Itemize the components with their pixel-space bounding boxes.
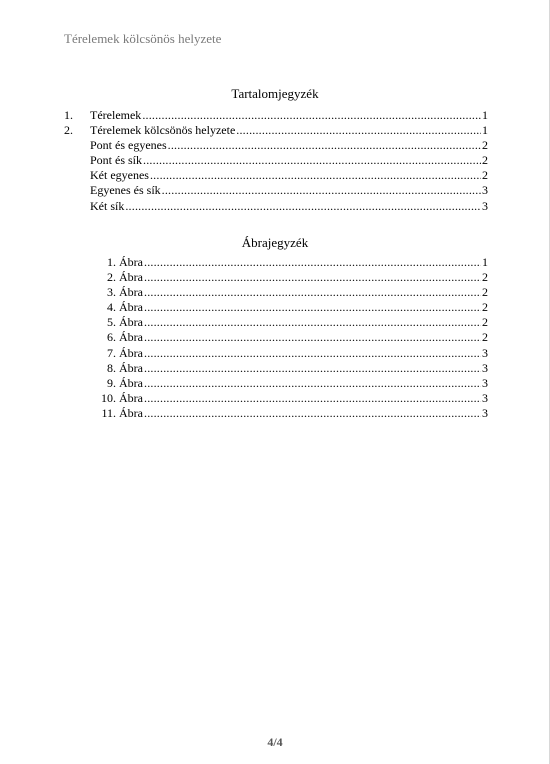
figure-entry-number: 8. <box>107 360 116 375</box>
dot-leader <box>144 406 481 421</box>
figure-entry-number: 7. <box>107 345 116 360</box>
dot-leader <box>162 183 481 198</box>
figure-entry-number: 1. <box>107 255 116 269</box>
dot-leader <box>168 138 481 153</box>
page-footer-number: 4/4 <box>267 735 283 749</box>
figure-entry-label: Ábra <box>119 315 143 330</box>
figure-entry-label: Ábra <box>119 375 143 390</box>
figure-entry[interactable] <box>90 270 488 285</box>
toc-subentry[interactable] <box>64 153 488 168</box>
figure-entry-page: 1 <box>482 255 488 269</box>
toc-entry-page: 2 <box>482 153 488 168</box>
toc-entry-page: 2 <box>482 138 488 153</box>
figure-entry-label: Ábra <box>119 255 143 269</box>
toc-entry-label: Térelemek <box>90 108 142 122</box>
toc-entry-label: Egyenes és sík <box>90 183 161 198</box>
figure-entry[interactable] <box>90 255 488 270</box>
figure-entry-label: Ábra <box>119 345 143 360</box>
figure-entry-page: 2 <box>482 270 488 285</box>
toc-entry-page: 1 <box>482 108 488 122</box>
figure-entry-number: 11. <box>101 405 116 420</box>
figure-entry-number: 2. <box>107 270 116 285</box>
dot-leader <box>144 330 481 345</box>
toc-entry-label: Két sík <box>90 198 125 213</box>
dot-leader <box>144 255 481 270</box>
dot-leader <box>144 285 481 300</box>
dot-leader <box>144 270 481 285</box>
figure-entry-label: Ábra <box>119 270 143 285</box>
toc-entry-page: 3 <box>482 198 488 213</box>
table-of-contents <box>64 108 488 214</box>
figure-entry-page: 3 <box>482 345 488 360</box>
dot-leader <box>144 376 481 391</box>
figure-entry[interactable] <box>90 285 488 300</box>
figure-entry-page: 2 <box>482 300 488 315</box>
dot-leader <box>144 315 481 330</box>
dot-leader <box>144 300 481 315</box>
dot-leader <box>236 123 481 138</box>
dot-leader <box>144 391 481 406</box>
figure-entry-label: Ábra <box>119 405 143 420</box>
toc-entry-label: Pont és sík <box>90 153 143 168</box>
toc-entry-page: 3 <box>482 183 488 198</box>
figure-entry-label: Ábra <box>119 300 143 315</box>
figure-entry-label: Ábra <box>119 330 143 345</box>
toc-subentry[interactable] <box>64 199 488 214</box>
dot-leader <box>150 168 481 183</box>
figure-entry[interactable] <box>90 361 488 376</box>
toc-entry[interactable] <box>64 108 488 123</box>
figure-entry[interactable] <box>90 330 488 345</box>
dot-leader <box>142 108 481 123</box>
figure-entry-page: 3 <box>482 390 488 405</box>
toc-entry-page: 2 <box>482 168 488 183</box>
figure-entry-number: 4. <box>107 300 116 315</box>
figure-entry-number: 3. <box>107 285 116 300</box>
toc-entry-page: 1 <box>482 123 488 138</box>
toc-title: Tartalomjegyzék <box>231 86 319 101</box>
figure-entry-page: 2 <box>482 285 488 300</box>
toc-entry-number: 1. <box>64 108 73 122</box>
figure-entry-page: 3 <box>482 405 488 420</box>
figure-entry-number: 5. <box>107 315 116 330</box>
figure-entry[interactable] <box>90 300 488 315</box>
toc-entry-label: Pont és egyenes <box>90 138 167 153</box>
toc-entry-label: Két egyenes <box>90 168 149 183</box>
page-header: Térelemek kölcsönös helyzete <box>64 31 222 46</box>
figure-entry-label: Ábra <box>119 360 143 375</box>
toc-entry-label: Térelemek kölcsönös helyzete <box>90 123 236 138</box>
figure-entry-page: 3 <box>482 360 488 375</box>
list-of-figures <box>90 255 488 421</box>
figure-entry-page: 3 <box>482 375 488 390</box>
toc-subentry[interactable] <box>64 168 488 183</box>
figure-entry-page: 2 <box>482 315 488 330</box>
figure-entry-page: 2 <box>482 330 488 345</box>
dot-leader <box>144 346 481 361</box>
figure-entry-number: 10. <box>101 390 116 405</box>
toc-subentry[interactable] <box>64 138 488 153</box>
figure-entry-number: 9. <box>107 375 116 390</box>
figure-list-title: Ábrajegyzék <box>241 235 309 250</box>
figure-entry[interactable] <box>90 315 488 330</box>
toc-subentry[interactable] <box>64 183 488 198</box>
dot-leader <box>144 361 481 376</box>
figure-entry-label: Ábra <box>119 390 143 405</box>
toc-entry[interactable] <box>64 123 488 138</box>
figure-entry[interactable] <box>90 391 488 406</box>
dot-leader <box>143 153 481 168</box>
figure-entry[interactable] <box>90 346 488 361</box>
dot-leader <box>125 199 481 214</box>
figure-entry-number: 6. <box>107 330 116 345</box>
figure-entry-label: Ábra <box>119 285 143 300</box>
figure-entry[interactable] <box>90 406 488 421</box>
toc-entry-number: 2. <box>64 123 73 138</box>
figure-entry[interactable] <box>90 376 488 391</box>
